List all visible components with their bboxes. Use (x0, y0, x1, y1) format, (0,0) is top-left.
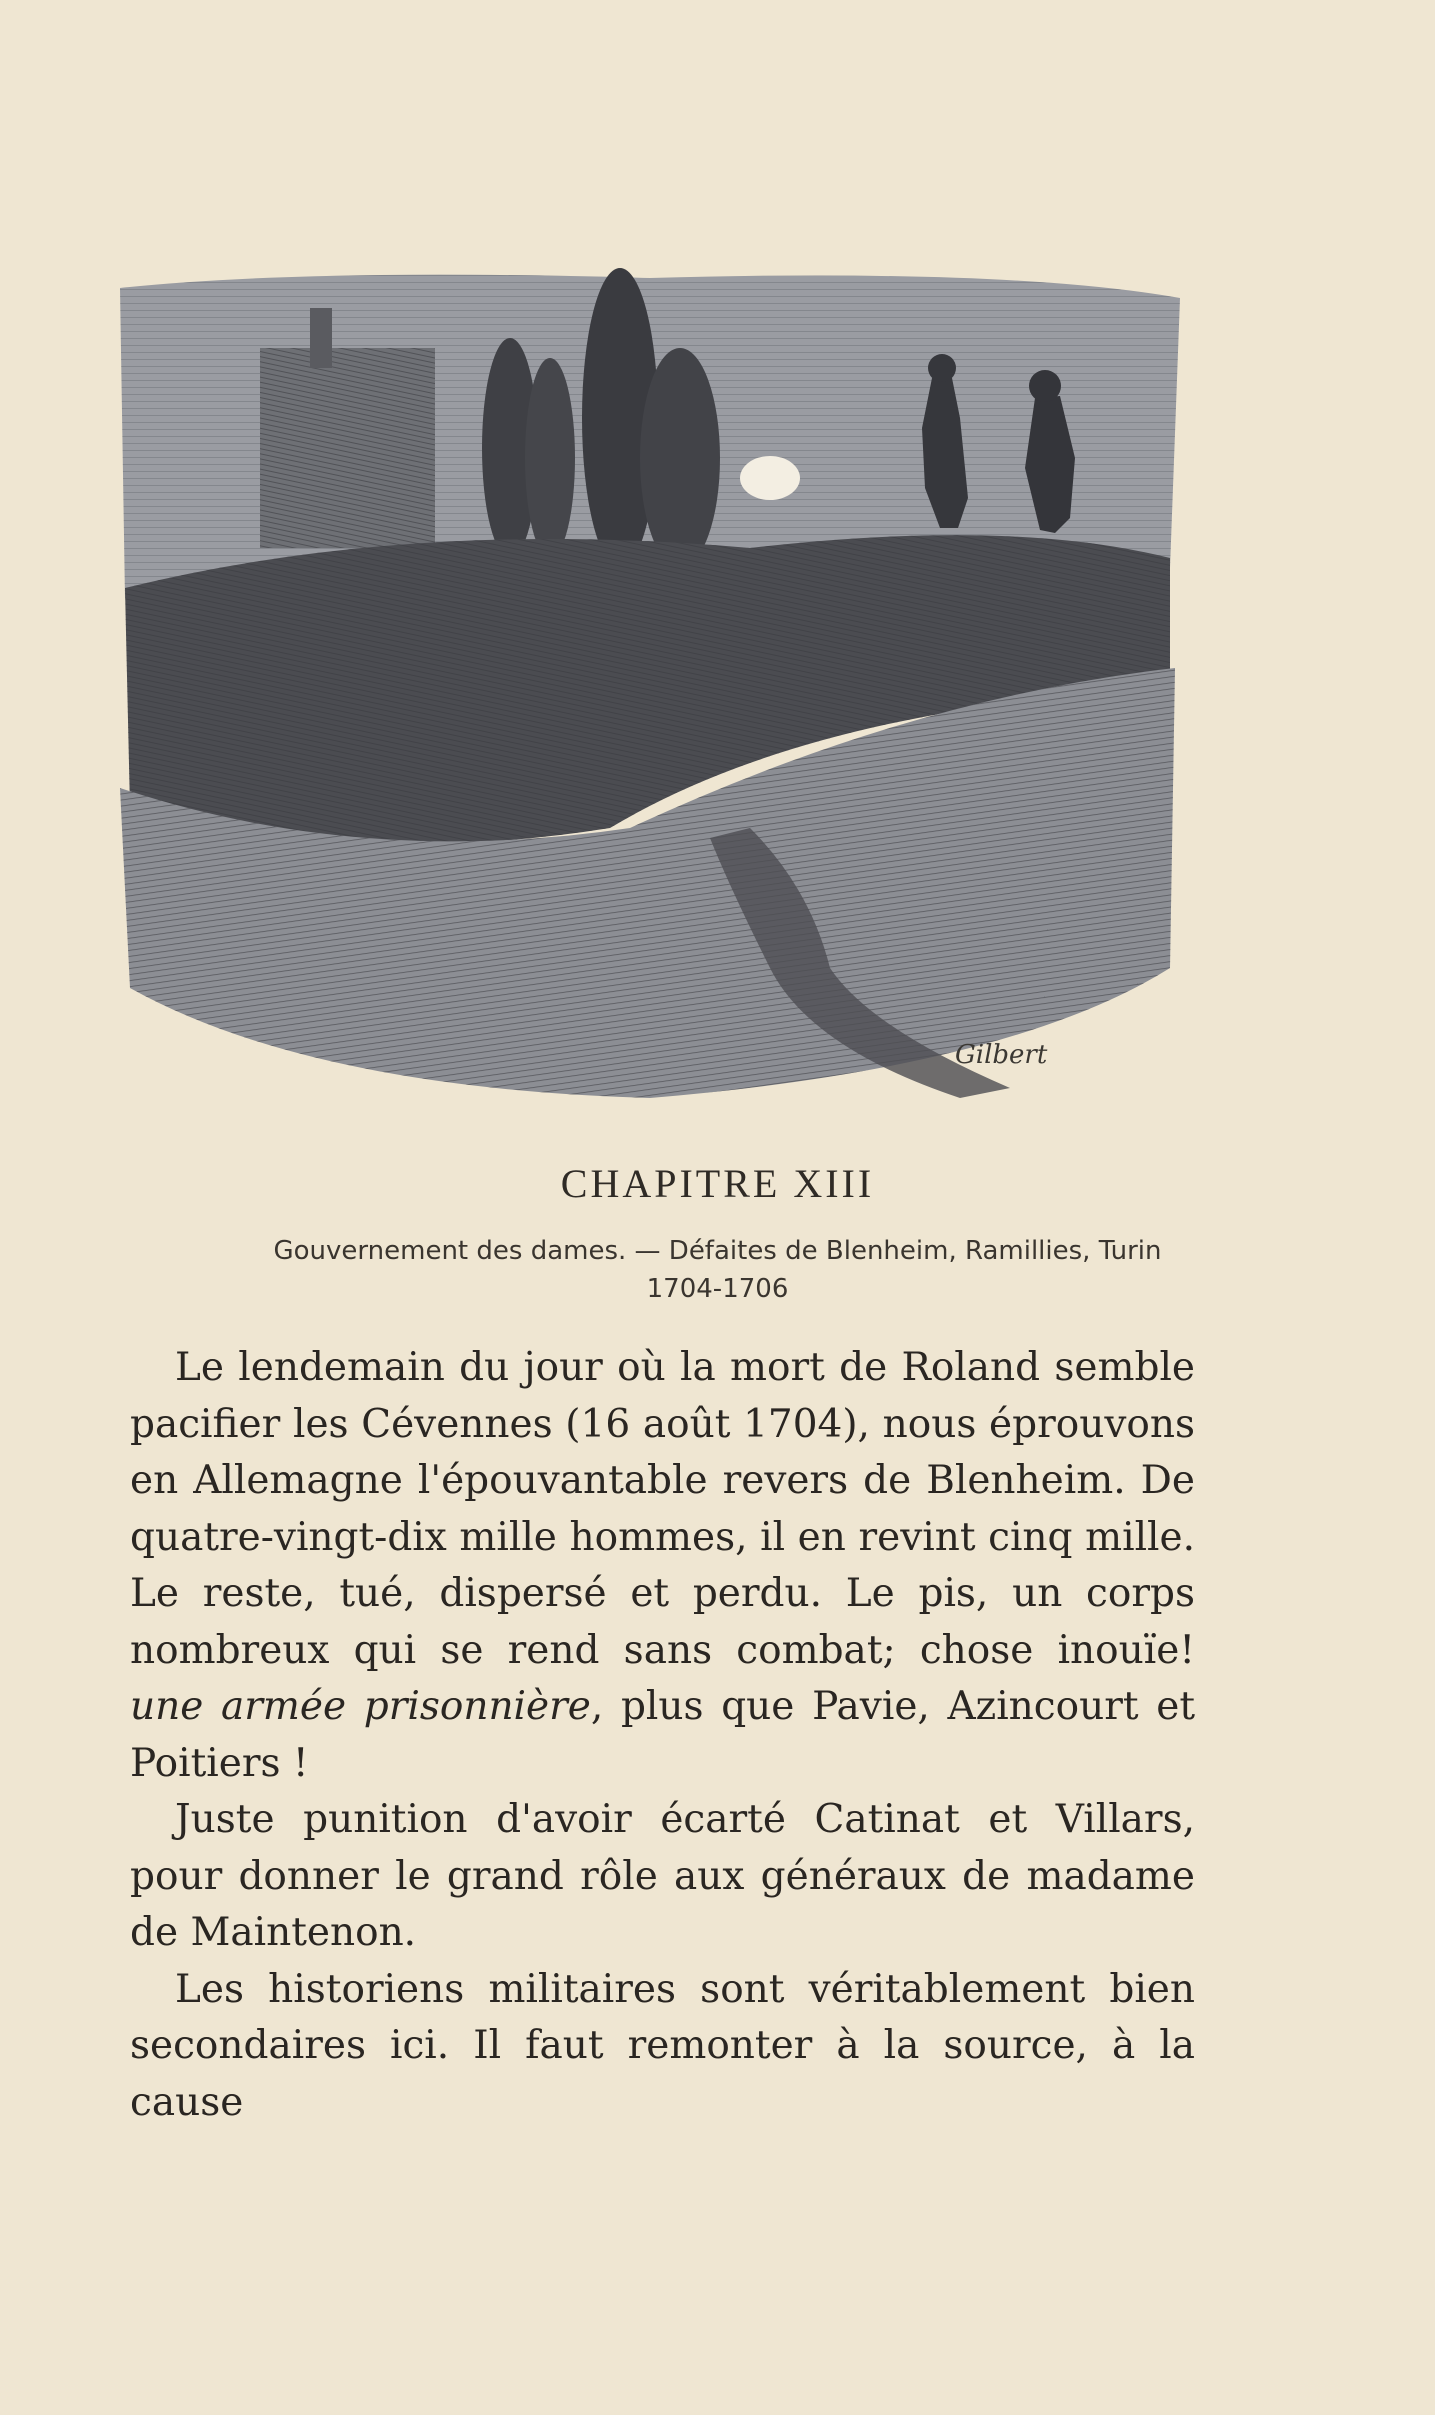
chapter-subtitle-line1: Gouvernement des dames. — Défaites de Blenheim, Ramillies, Turin (273, 1236, 1162, 1266)
chapter-subtitle (150, 1232, 1285, 1308)
paragraph-1-text: Le lendemain du jour où la mort de Roland semble pacifier les Cévennes (16 août 1704), nous éprouvons en Allemagne l'épouvantable revers de Blenheim. De quatre-vingt-dix mille hommes, il en revint cinq mille. Le reste, tué, dispersé et perdu. Le pis, un corps nombreux qui se rend sans combat; chose inouïe! (130, 1345, 1195, 1673)
paragraph-1 (130, 1340, 1195, 1792)
paragraph-1-tail: , plus que Pavie, Azincourt et Poitiers ! (130, 1684, 1195, 1786)
paragraph-3: Les historiens militaires sont véritablement bien secondaires ici. Il faut remonter à la source, à la cause (130, 1966, 1195, 2125)
paragraph-1-italic: une armée prisonnière (130, 1684, 591, 1729)
moon (740, 456, 800, 500)
paragraph-2: Juste punition d'avoir écarté Catinat et Villars, pour donner le grand rôle aux généraux de madame de Maintenon. (130, 1797, 1195, 1955)
chapter-title: CHAPITRE XIII (560, 1161, 875, 1206)
engraving-svg (110, 268, 1180, 1108)
engraver-signature: Gilbert (955, 1040, 1048, 1070)
body-text (130, 1340, 1195, 2131)
chapter-subtitle-line2: 1704-1706 (646, 1274, 789, 1304)
engraving-illustration (110, 268, 1180, 1108)
